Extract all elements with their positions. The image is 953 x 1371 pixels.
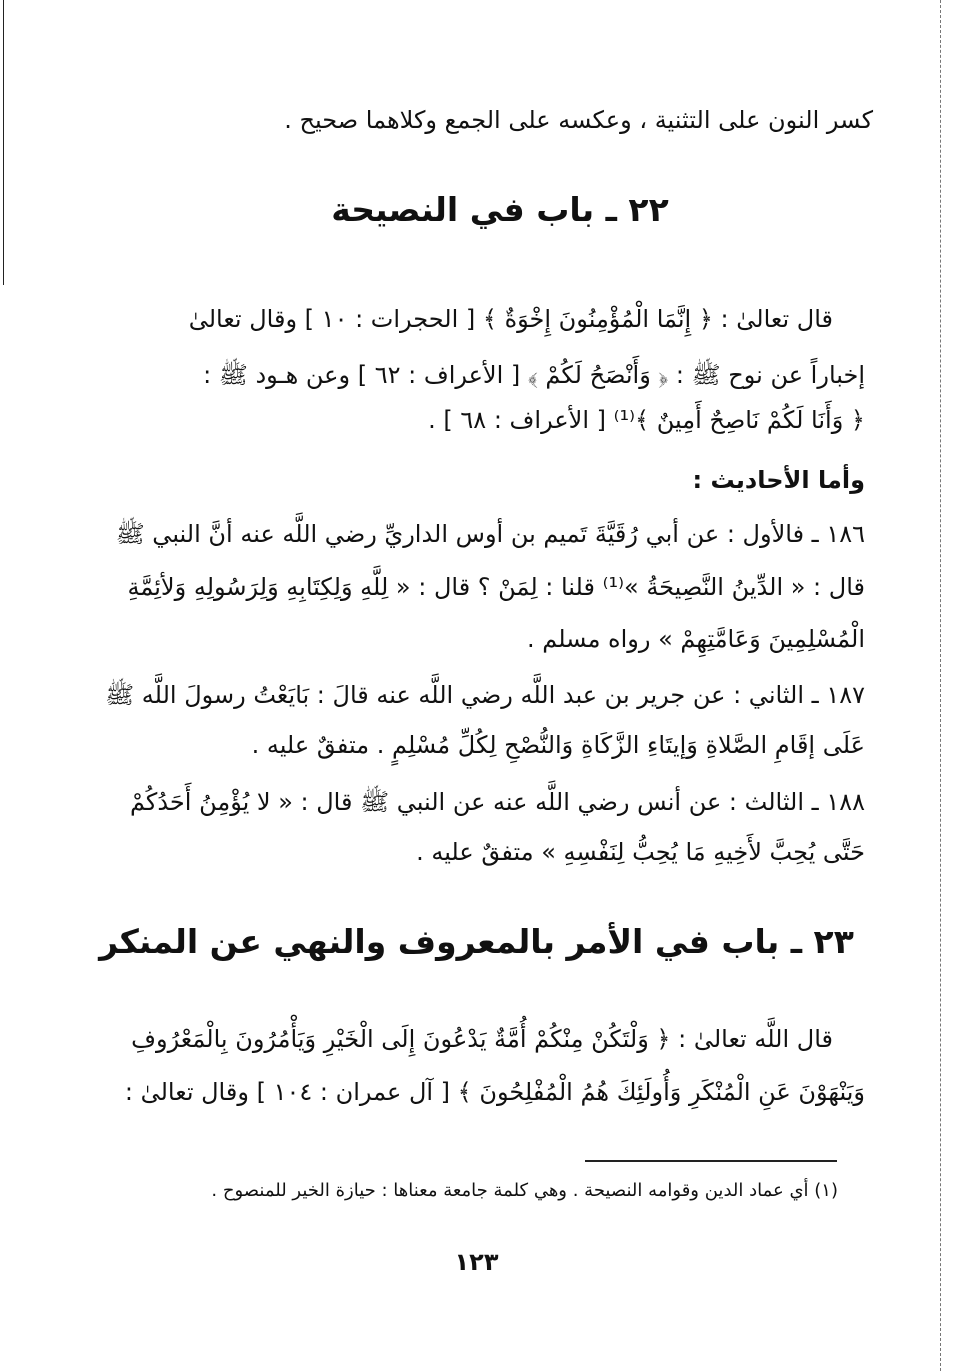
hadiths-intro: وأما الأحاديث : xyxy=(692,466,865,494)
footnote: (١) أي عماد الدين وقوامه النصيحة . وهي كلمة جامعة معناها : حيازة الخير للمنصوح . xyxy=(211,1180,838,1201)
hadith-188-line-2: حَتَّى يُحِبَّ لأَخِيهِ مَا يُحِبُّ لِنَفْسِهِ » متفقٌ عليه . xyxy=(416,838,865,866)
section-22-heading: ٢٢ ـ باب في النصيحة xyxy=(331,190,669,229)
hadith-188-line-1: ١٨٨ ـ الثالث : عن أنس رضي اللَّه عنه عن النبي ﷺ قال : « لا يُؤْمِنُ أَحَدُكُمْ xyxy=(129,788,865,816)
hadith-186-line-1: ١٨٦ ـ فالأول : عن أبي رُقَيَّةَ تَميم بن أوس الداريِّ رضي اللَّه عنه أنَّ النبي ﷺ xyxy=(115,520,865,548)
page-edge-line xyxy=(3,0,4,285)
continuation-line: كسر النون على التثنية ، وعكسه على الجمع وكلاهما صحيح . xyxy=(284,106,873,134)
hadith-187-line-2: عَلَى إقَامِ الصَّلاةِ وَإيتَاءِ الزَّكَاةِ وَالنُّصْحِ لِكُلِّ مُسْلِمٍ . متفقٌ عليه . xyxy=(251,731,865,759)
hadith-186-line-2: قال : « الدِّينُ النَّصِيحَةُ »⁽¹⁾ قلنا : لِمَنْ ؟ قال : « لِلَّهِ وَلِكِتَابِهِ وَلِرَسُولِهِ وَلأئِمَّةِ xyxy=(127,573,865,601)
page-number: ١٢٣ xyxy=(454,1248,499,1276)
footnote-separator xyxy=(585,1160,837,1162)
section-23-heading: ٢٣ ـ باب في الأمر بالمعروف والنهي عن المنكر xyxy=(99,922,854,961)
verse-23-line-2: وَيَنْهَوْنَ عَنِ الْمُنْكَرِ وَأُولَئِكَ هُمُ الْمُفْلِحُونَ ﴾ [ آل عمران : ١٠٤ ] وقال تعالىٰ : xyxy=(124,1078,865,1106)
hadith-187-line-1: ١٨٧ ـ الثاني : عن جرير بن عبد اللَّه رضي اللَّه عنه قالَ : بَايَعْتُ رسولَ اللَّه ﷺ xyxy=(105,681,865,709)
hadith-186-line-3: الْمُسْلِمِينَ وَعَامَّتِهِمْ » رواه مسلم . xyxy=(526,625,865,653)
verse-line-2: إخباراً عن نوح ﷺ : ﴿ وَأَنْصَحُ لَكُمْ ﴾ [ الأعراف : ٦٢ ] وعن هـود ﷺ : xyxy=(203,361,865,389)
verse-23-line-1: قال اللَّه تعالىٰ : ﴿ وَلْتَكُنْ مِنْكُمْ أُمَّةٌ يَدْعُونَ إِلَى الْخَيْرِ وَيَأْمُرُونَ بِالْمَعْرُوفِ xyxy=(131,1025,833,1053)
verse-line-3: ﴿ وَأَنَا لَكُمْ نَاصِحٌ أَمِينٌ ﴾⁽¹⁾ [ الأعراف : ٦٨ ] . xyxy=(428,406,865,434)
verse-line-1: قال تعالىٰ : ﴿ إِنَّمَا الْمُؤْمِنُونَ إِخْوَةٌ ﴾ [ الحجرات : ١٠ ] وقال تعالىٰ xyxy=(188,305,833,333)
